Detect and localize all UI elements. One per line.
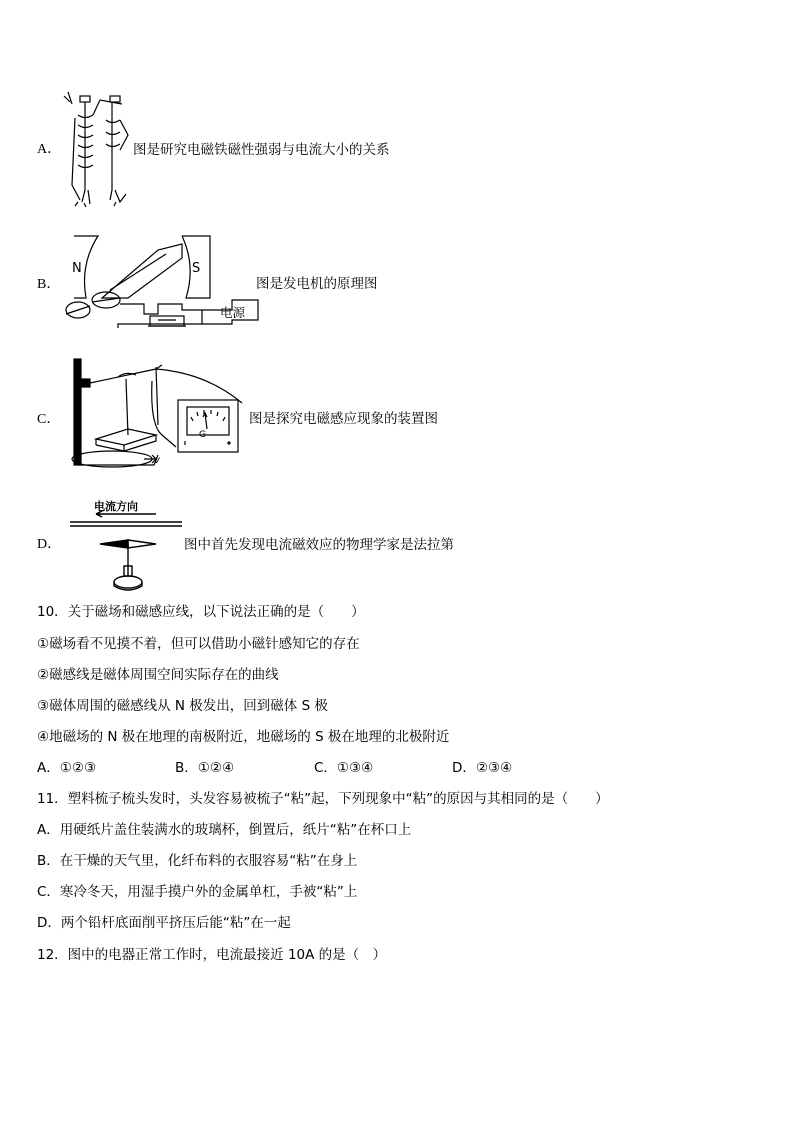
- q12-stem: 12．图中的电器正常工作时，电流最接近 10A 的是（ ）: [37, 947, 387, 963]
- option-c-label: C．: [37, 412, 61, 427]
- q10-statement-3: ③磁体周围的磁感线从 N 极发出，回到磁体 S 极: [37, 698, 328, 714]
- south-pole-label: S: [192, 261, 201, 276]
- option-b-label: B．: [37, 277, 61, 292]
- option-b-text: 图是发电机的原理图: [256, 276, 378, 292]
- q11-choice-a: A．用硬纸片盖住装满水的玻璃杯，倒置后，纸片“粘”在杯口上: [37, 822, 412, 838]
- north-pole-label: N: [72, 261, 82, 276]
- option-a-label: A．: [37, 142, 62, 157]
- option-a-text: 图是研究电磁铁磁性强弱与电流大小的关系: [133, 142, 390, 158]
- svg-text:v: v: [154, 455, 160, 466]
- q11-choice-b: B．在干燥的天气里，化纤布料的衣服容易“粘”在身上: [37, 853, 358, 869]
- oersted-figure: [70, 498, 186, 592]
- q10-choice-a: A．①②③: [37, 760, 97, 776]
- q11-choice-d: D．两个铅杆底面削平挤压后能“粘”在一起: [37, 915, 291, 931]
- q10-statement-1: ①磁场看不见摸不着，但可以借助小磁针感知它的存在: [37, 636, 360, 652]
- power-source-label: 电源: [220, 305, 246, 320]
- q10-statement-2: ②磁感线是磁体周围空间实际存在的曲线: [37, 667, 279, 683]
- q11-stem: 11．塑料梳子梳头发时，头发容易被梳子“粘”起，下列现象中“粘”的原因与其相同的是（ ）: [37, 791, 609, 807]
- galvanometer-label: G: [199, 430, 206, 440]
- generator-figure: [62, 228, 262, 340]
- q10-choice-b: B．①②④: [175, 760, 235, 776]
- option-d-label: D．: [37, 537, 62, 552]
- option-d-text: 图中首先发现电流磁效应的物理学家是法拉第: [184, 537, 454, 553]
- option-c-text: 图是探究电磁感应现象的装置图: [249, 411, 438, 427]
- galvanometer: [177, 399, 241, 455]
- q10-choice-d: D．②③④: [452, 760, 513, 776]
- q11-choice-c: C．寒冷冬天，用湿手摸户外的金属单杠，手被“粘”上: [37, 884, 358, 900]
- q10-choice-c: C．①③④: [314, 760, 374, 776]
- q10-stem: 10．关于磁场和磁感应线，以下说法正确的是（ ）: [37, 604, 365, 620]
- q10-statement-4: ④地磁场的 N 极在地理的南极附近，地磁场的 S 极在地理的北极附近: [37, 729, 450, 745]
- current-direction-label: 电流方向: [94, 500, 138, 513]
